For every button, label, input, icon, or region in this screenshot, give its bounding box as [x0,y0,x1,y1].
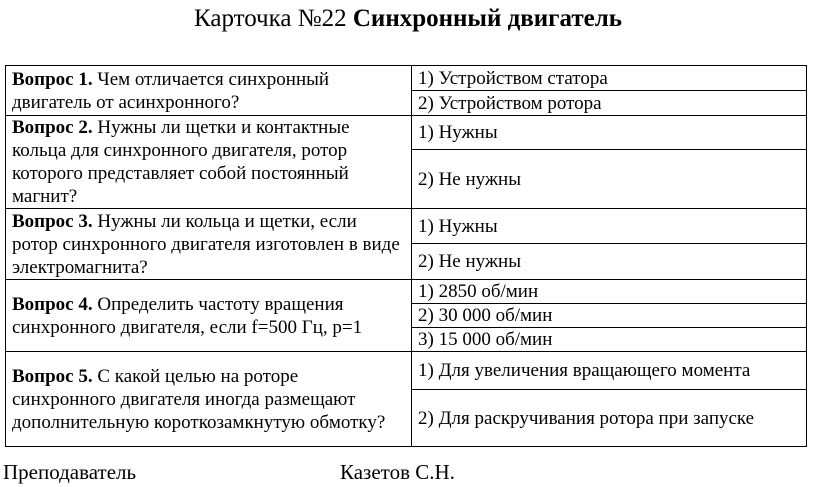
question-cell [6,66,412,116]
question-text: Чем отличается синхронный двигатель от асинхронного? [12,68,330,113]
question-label: Вопрос 1. [12,68,93,90]
answer-cell[interactable]: 2) Не нужны [412,244,807,280]
answer-cell[interactable]: 2) Устройством ротора [412,91,807,116]
teacher-role: Преподаватель [3,460,137,484]
table-row [6,116,807,150]
answer-cell[interactable]: 2) Не нужны [412,150,807,209]
question-text: Определить частоту вращения синхронного двигателя, если f=500 Гц, p=1 [12,293,363,338]
question-text: С какой целью на роторе синхронного двигателя иногда размещают дополнительную короткозамкнутую обмотку? [12,365,386,433]
question-label: Вопрос 5. [12,365,93,387]
question-cell [6,352,412,447]
question-cell [6,116,412,209]
table-row [6,280,807,304]
question-text: Нужны ли щетки и контактные кольца для синхронного двигателя, ротор которого представляет собой постоянный магнит? [12,117,350,207]
answer-cell[interactable]: 1) Нужны [412,116,807,150]
question-label: Вопрос 2. [12,117,93,138]
answer-cell[interactable]: 1) Нужны [412,209,807,244]
answer-cell[interactable]: 2) 30 000 об/мин [412,304,807,328]
question-label: Вопрос 3. [12,210,93,232]
questions-table [5,65,807,447]
question-cell [6,209,412,280]
table-row [6,209,807,244]
question-label: Вопрос 4. [12,293,93,315]
answer-cell[interactable]: 2) Для раскручивания ротора при запуске [412,390,807,447]
card-number: Карточка №22 [194,5,347,32]
table-row [6,352,807,390]
answer-cell[interactable]: 1) 2850 об/мин [412,280,807,304]
answer-cell[interactable]: 3) 15 000 об/мин [412,328,807,352]
answer-cell[interactable]: 1) Для увеличения вращающего момента [412,352,807,390]
question-cell [6,280,412,352]
table-row [6,66,807,91]
card-topic: Синхронный двигатель [352,5,622,32]
card-title [0,4,816,34]
teacher-name: Казетов С.Н. [340,460,455,484]
question-text: Нужны ли кольца и щетки, если ротор синхронного двигателя изготовлен в виде электромагнита? [12,210,400,278]
answer-cell[interactable]: 1) Устройством статора [412,66,807,91]
